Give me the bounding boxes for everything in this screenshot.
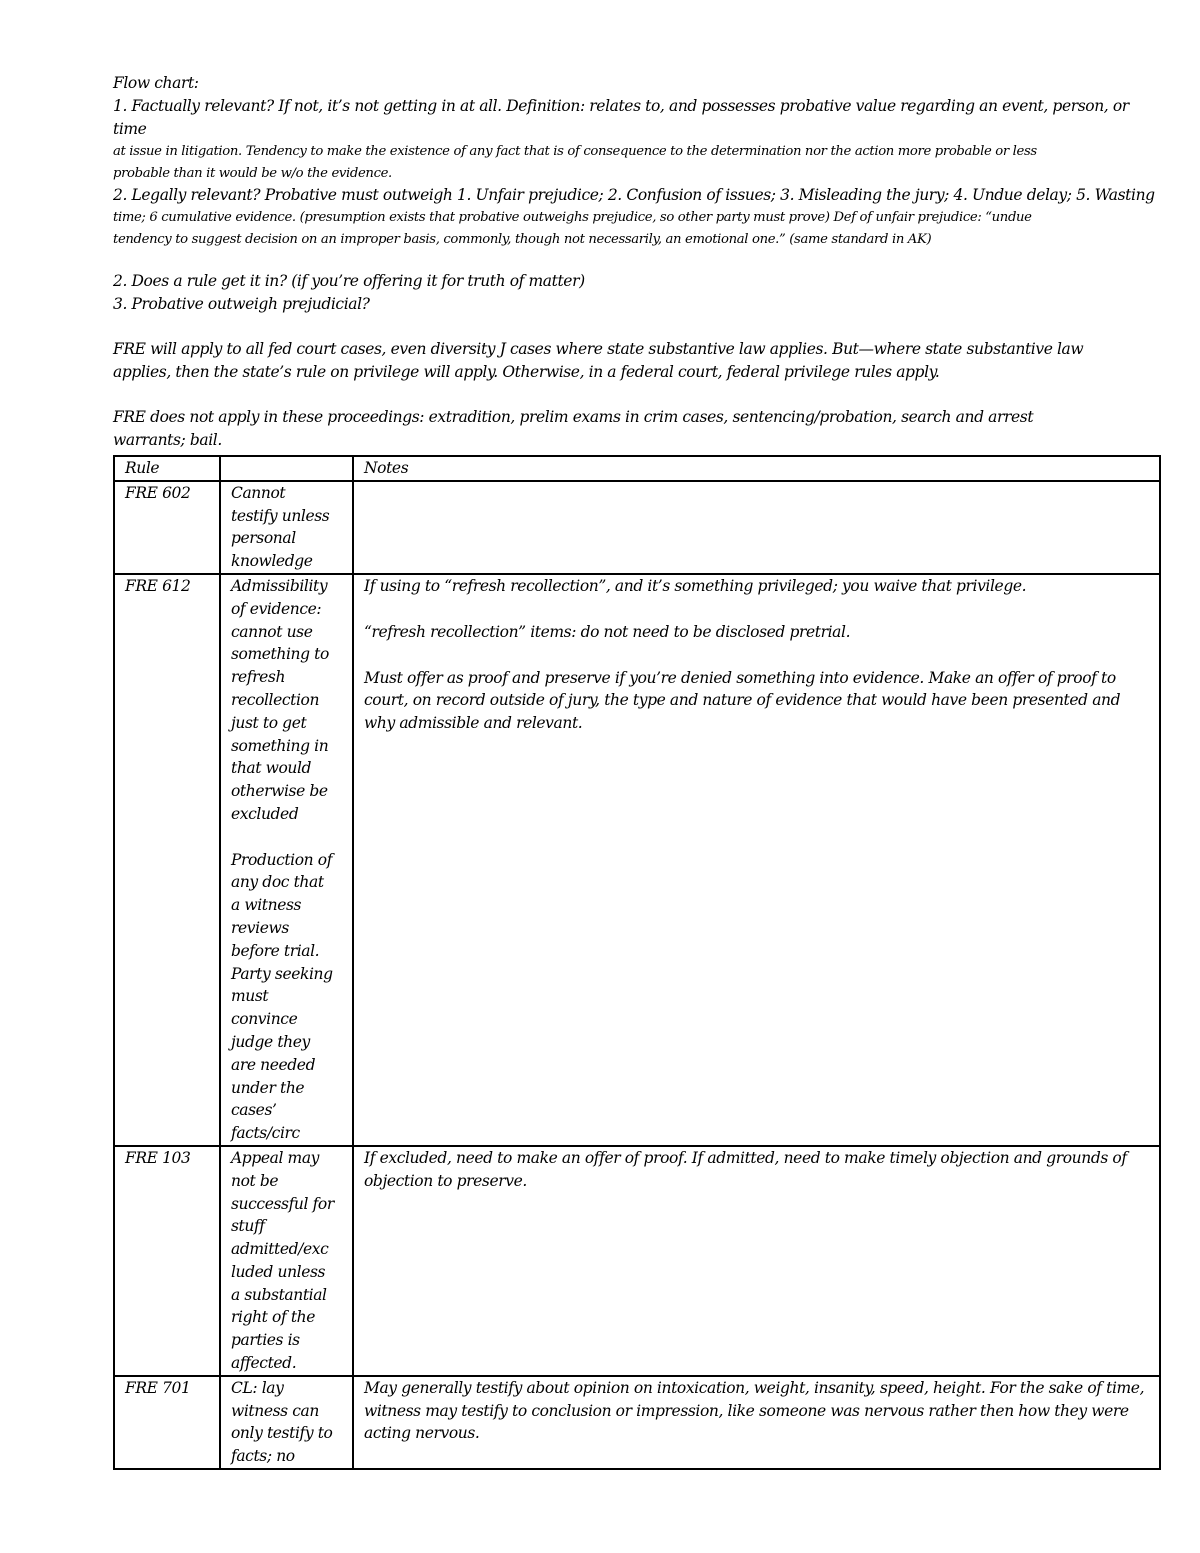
table-row (114, 1146, 1160, 1376)
header-rule: Rule (114, 456, 220, 481)
note-paragraph: If using to “refresh recollection”, and it’s something privileged; you waive that privilege. (364, 576, 1027, 595)
table-row (114, 574, 1160, 1146)
rules-table (113, 455, 1161, 1470)
flow-chart-heading: Flow chart: (113, 74, 199, 92)
summary-cell (220, 1376, 353, 1469)
fre-applies-line: applies, then the state’s rule on privilege will apply. Otherwise, in a federal court, federal privilege rules apply. (113, 363, 940, 381)
summary-paragraph: Cannot testify unless personal knowledge (231, 483, 330, 571)
notes-cell (353, 574, 1160, 1146)
notes-cell (353, 1376, 1160, 1469)
rule-cell: FRE 701 (114, 1376, 220, 1469)
summary-cell (220, 481, 353, 574)
rule-question: 2. Does a rule get it in? (if you’re offering it for truth of matter) (113, 272, 585, 290)
table-header-row (114, 456, 1160, 481)
step-1-line: at issue in litigation. Tendency to make the existence of any fact that is of consequence to the determination nor the action more probable or less (113, 144, 1037, 159)
note-paragraph: “refresh recollection” items: do not need to be disclosed pretrial. (364, 622, 851, 641)
note-paragraph: May generally testify about opinion on intoxication, weight, insanity, speed, height. For the sake of time, witness may testify to conclusion or impression, like someone was nervous rather then how they were acting nervous. (364, 1378, 1145, 1443)
step-2-line: tendency to suggest decision on an improper basis, commonly, though not necessarily, an emotional one.” (same standard in AK) (113, 231, 932, 247)
intro-section (113, 72, 1159, 452)
fre-not-apply-paragraph (113, 406, 1159, 452)
summary-paragraph: Production of any doc that a witness reviews before trial. Party seeking must convince judge they are needed under the cases’ facts/circ (231, 850, 333, 1143)
rule-cell: FRE 602 (114, 481, 220, 574)
step-1-factually-relevant (113, 95, 1159, 184)
fre-not-apply-line: FRE does not apply in these proceedings: extradition, prelim exams in crim cases, sentencing/probation, search and arrest (113, 408, 1034, 426)
note-paragraph: If excluded, need to make an offer of proof. If admitted, need to make timely objection and grounds of objection to preserve. (364, 1148, 1127, 1190)
fre-not-apply-line: warrants; bail. (113, 431, 222, 449)
step-2-line: 2. Legally relevant? Probative must outweigh 1. Unfair prejudice; 2. Confusion of issues; 3. Misleading the jury; 4. Undue delay; 5. Wasting (113, 186, 1155, 204)
summary-paragraph: CL: lay witness can only testify to facts; no (231, 1378, 333, 1466)
summary-paragraph: Appeal may not be successful for stuff admitted/exc luded unless a substantial right of the parties is affected. (231, 1148, 334, 1373)
table-row (114, 1376, 1160, 1469)
fre-applies-paragraph (113, 338, 1159, 384)
notes-cell (353, 481, 1160, 574)
rule-cell: FRE 612 (114, 574, 220, 1146)
header-summary (220, 456, 353, 481)
table-row (114, 481, 1160, 574)
step-1-line: 1. Factually relevant? If not, it’s not getting in at all. Definition: relates to, and possesses probative value regarding an event, person, or time (113, 97, 1129, 138)
summary-cell (220, 1146, 353, 1376)
probative-question: 3. Probative outweigh prejudicial? (113, 295, 370, 313)
header-notes: Notes (353, 456, 1160, 481)
step-2-legally-relevant (113, 184, 1159, 250)
summary-cell (220, 574, 353, 1146)
rule-cell: FRE 103 (114, 1146, 220, 1376)
notes-cell (353, 1146, 1160, 1376)
step-1-line: probable than it would be w/o the evidence. (113, 165, 392, 181)
step-2-line: time; 6 cumulative evidence. (presumption exists that probative outweighs prejudice, so other party must prove) Def of unfair prejudice: “undue (113, 210, 1032, 225)
note-paragraph: Must offer as proof and preserve if you’re denied something into evidence. Make an offer of proof to court, on record outside of jury, the type and nature of evidence that would have been presented and why admissible and relevant. (364, 668, 1121, 733)
fre-applies-line: FRE will apply to all fed court cases, even diversity J cases where state substantive law applies. But—where state substantive law (113, 340, 1084, 358)
summary-paragraph: Admissibility of evidence: cannot use something to refresh recollection just to get something in that would otherwise be excluded (231, 576, 329, 823)
